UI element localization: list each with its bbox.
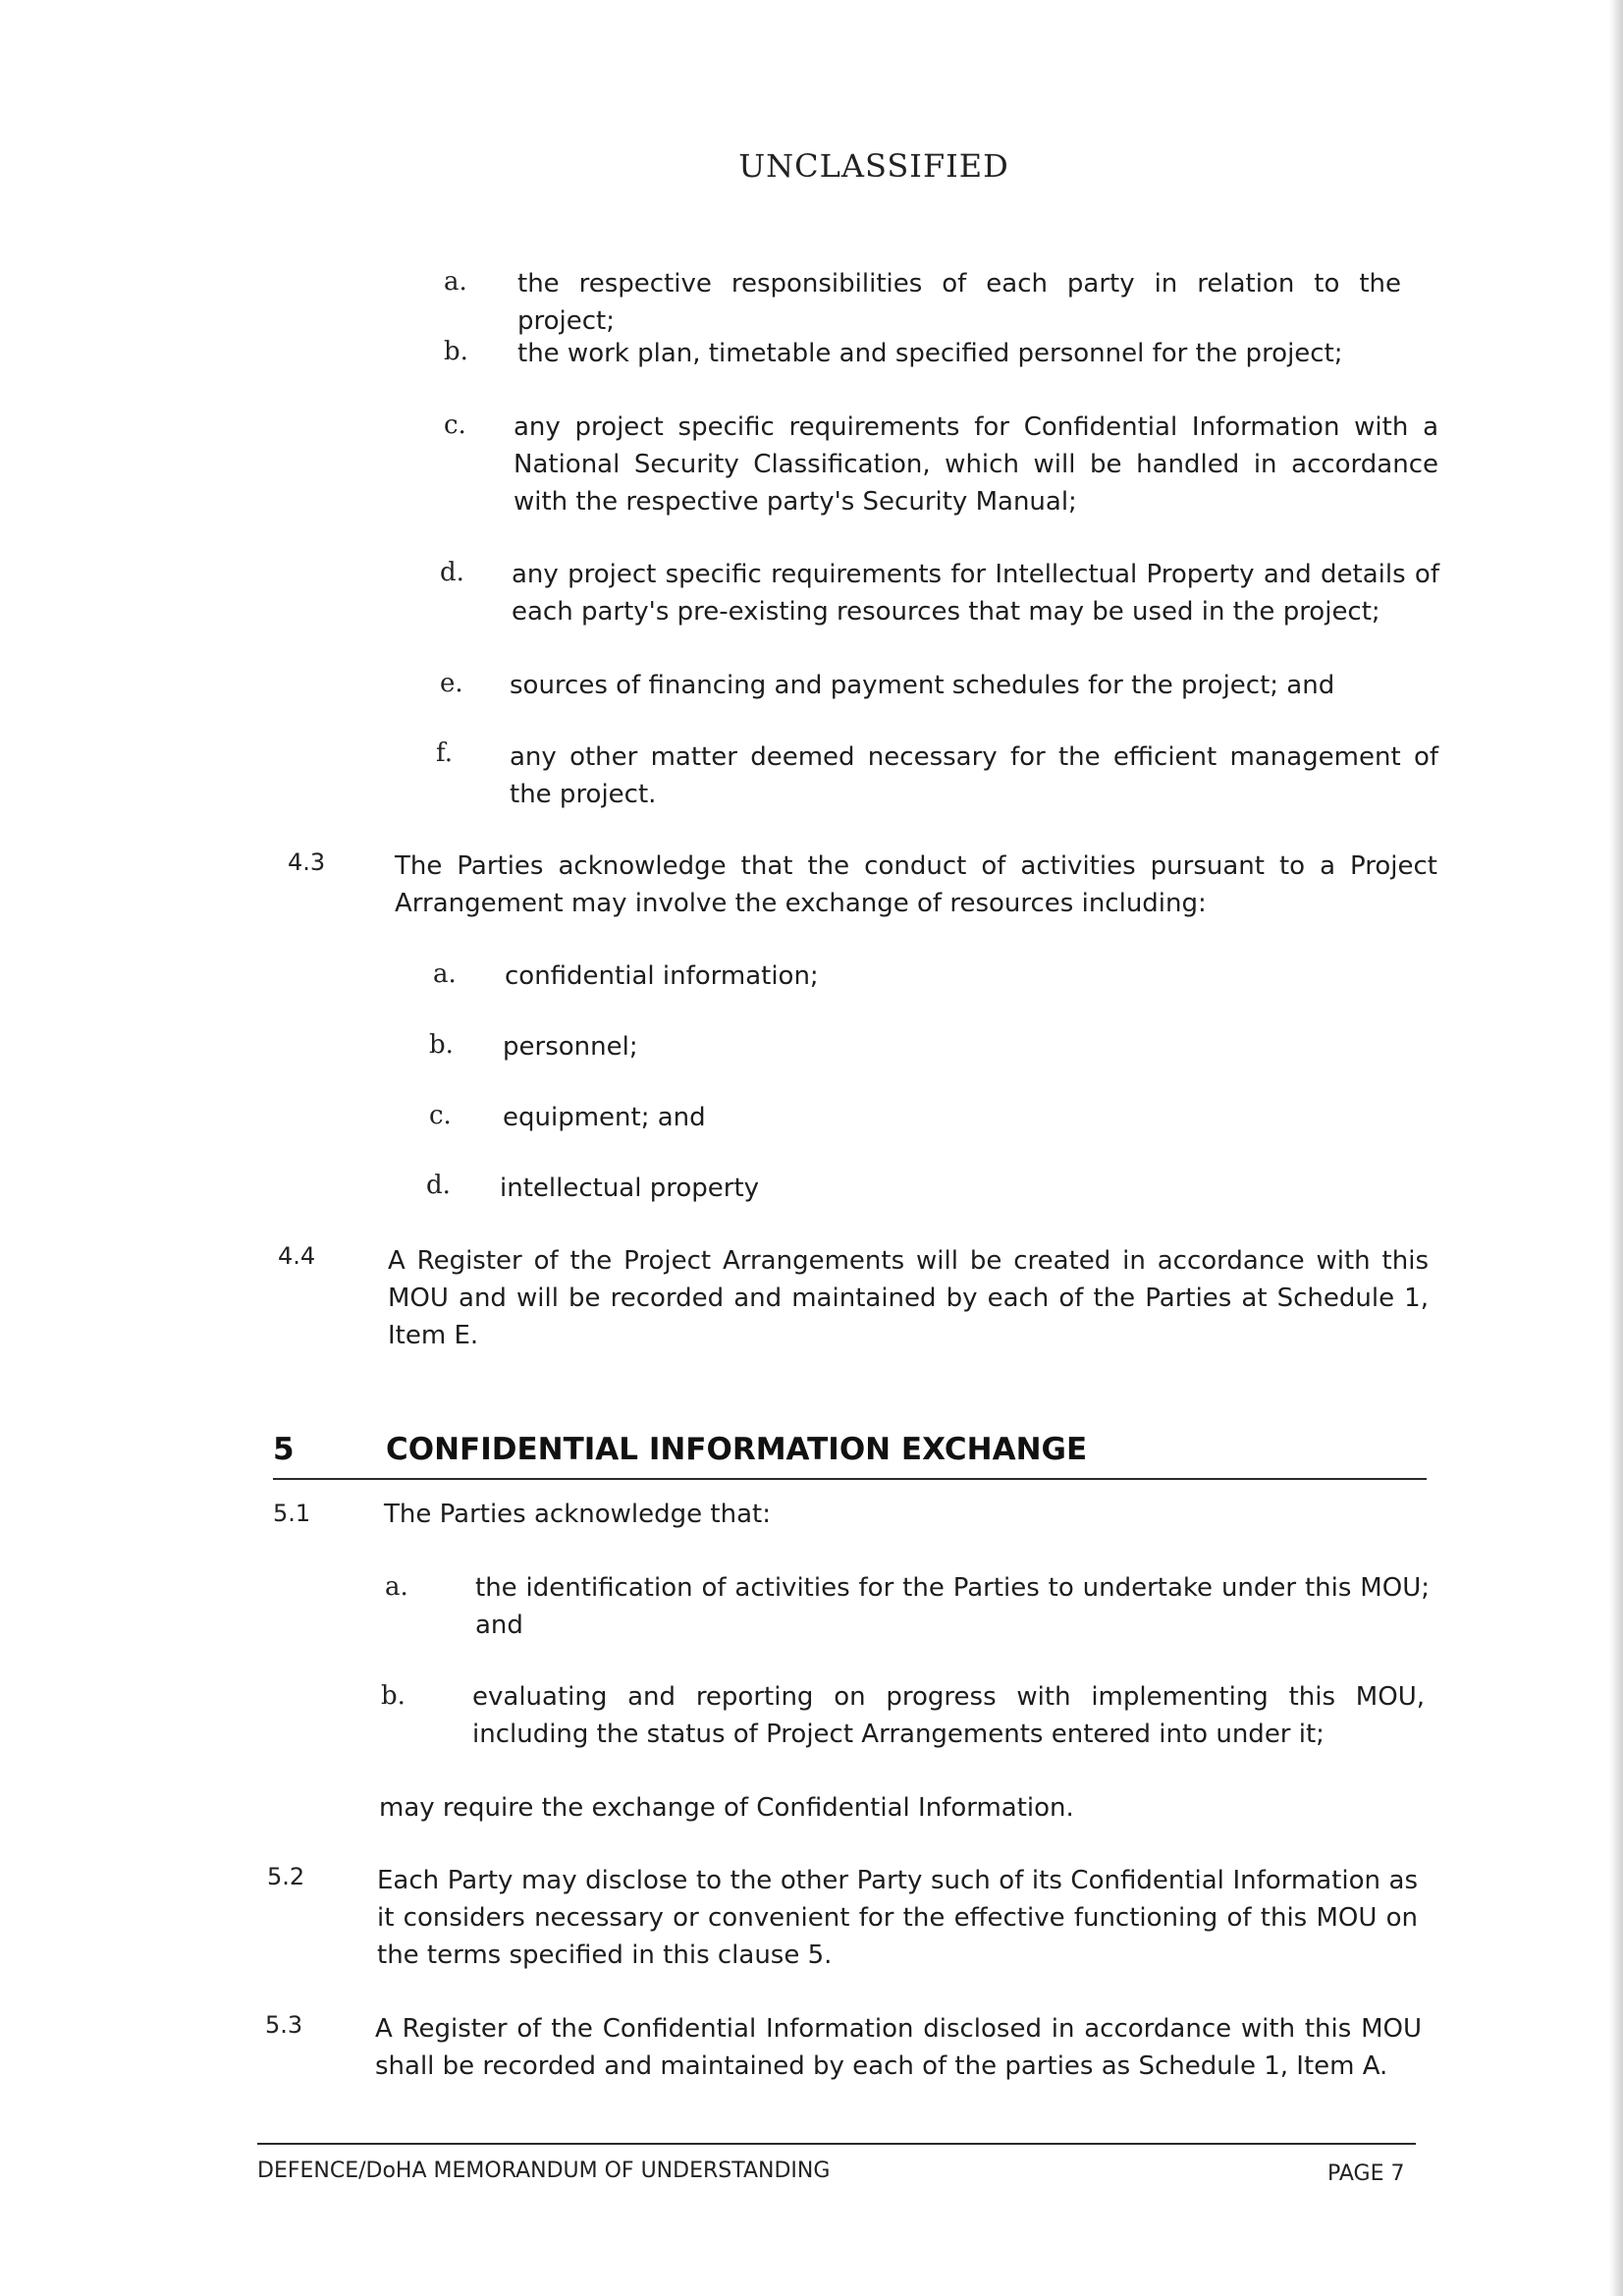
heading-rule [273,1478,1427,1480]
list-marker: b. [429,1030,454,1060]
list-item-text: the identification of activities for the Parties to undertake under this MOU; and [475,1573,1430,1640]
list-marker: a. [444,267,467,297]
list-item-text: any other matter deemed necessary for the efficient management of the project. [510,742,1438,809]
clause-text: The Parties acknowledge that: [384,1500,771,1529]
clause-text: The Parties acknowledge that the conduct of activities pursuant to a Project Arrangement may involve the exchange of resources including: [395,851,1437,918]
list-marker: e. [440,669,463,698]
clause-number: 4.4 [278,1242,316,1270]
list-marker: b. [444,337,468,366]
page-number: PAGE 7 [1327,2161,1405,2186]
list-item-text: evaluating and reporting on progress with implementing this MOU, including the status of Project Arrangements entered into under it; [472,1682,1425,1749]
list-item-text: personnel; [503,1032,638,1062]
clause-trailer: may require the exchange of Confidential Information. [379,1793,1074,1823]
clause-number: 5.2 [267,1863,305,1890]
section-heading: CONFIDENTIAL INFORMATION EXCHANGE [386,1432,1088,1467]
footer-title: DEFENCE/DoHA MEMORANDUM OF UNDERSTANDING [257,2159,831,2183]
list-item-text: confidential information; [505,961,819,991]
list-item-text: the respective responsibilities of each party in relation to the project; [517,269,1401,336]
list-item-text: sources of financing and payment schedules for the project; and [510,671,1335,700]
list-item-text: intellectual property [500,1174,760,1203]
clause-number: 4.3 [288,848,326,876]
list-marker: d. [426,1171,451,1200]
footer-rule [257,2143,1416,2145]
classification-marking: UNCLASSIFIED [738,147,1009,185]
list-item-text: any project specific requirements for Intellectual Property and details of each party's pre-existing resources that may be used in the project; [512,560,1439,627]
list-item-text: any project specific requirements for Confidential Information with a National Security Classification, which will be handled in accordance with the respective party's Security Manual; [514,412,1438,517]
clause-text: Each Party may disclose to the other Party such of its Confidential Information as it considers necessary or convenient for the effective functioning of this MOU on the terms specified in this clause 5. [377,1866,1418,1970]
list-marker: a. [385,1572,408,1602]
clause-text: A Register of the Confidential Information disclosed in accordance with this MOU shall be recorded and maintained by each of the parties as Schedule 1, Item A. [375,2014,1422,2081]
scan-page-edge [1609,0,1623,2296]
section-number: 5 [273,1432,295,1467]
list-marker: c. [444,410,466,440]
list-marker: d. [440,558,464,587]
list-marker: b. [381,1681,406,1711]
clause-text: A Register of the Project Arrangements will be created in accordance with this MOU and will be recorded and maintained by each of the Parties at Schedule 1, Item E. [388,1246,1429,1350]
list-item-text: equipment; and [503,1103,706,1132]
list-item-text: the work plan, timetable and specified personnel for the project; [517,339,1343,368]
clause-number: 5.1 [273,1500,311,1527]
list-marker: f. [436,738,453,768]
list-marker: a. [433,959,457,989]
clause-number: 5.3 [265,2011,303,2039]
list-marker: c. [429,1101,452,1130]
